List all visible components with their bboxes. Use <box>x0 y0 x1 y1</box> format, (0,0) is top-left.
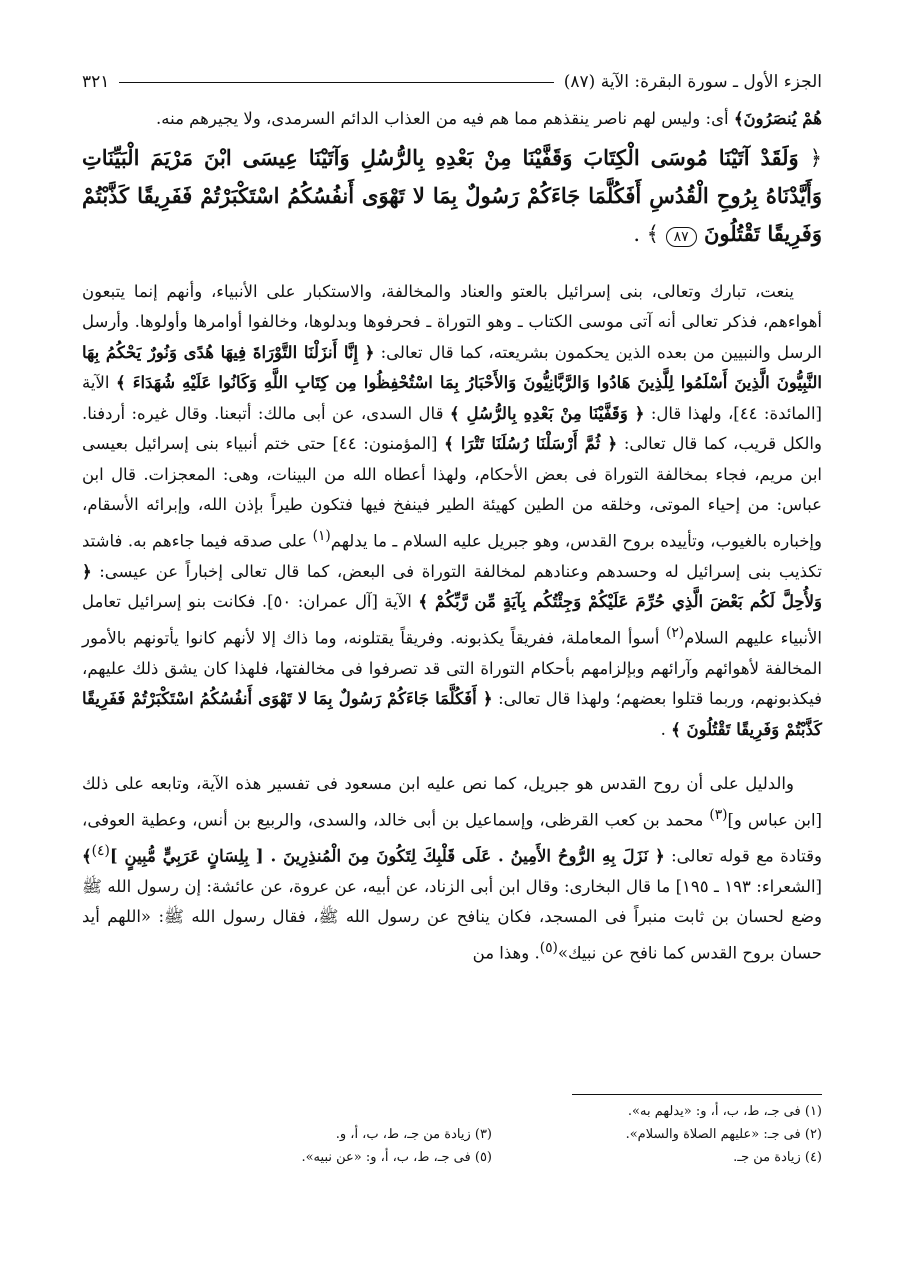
paragraph-text: ينعت، تبارك وتعالى، بنى إسرائيل بالعتو والعناد والمخالفة، والاستكبار على الأنبياء، وأنهم إنما يتبعون أهواءهم، فذكر تعالى أنه آتى موسى الكتاب ـ وهو التوراة ـ فحرفوها وبدلوها، وخالفوا أوامرها وأولوها. وأرسل الرسل والنبيين من بعده الذين يحكمون بشريعته، كما قال تعالى: <box>82 281 823 362</box>
paragraph-text: [المؤمنون: ٤٤] حتى ختم أنبياء بنى إسرائيل بعيسى ابن مريم، فجاء بمخالفة التوراة فى بعض الأحكام، ولهذا أعطاه الله من البينات، وهى: المعجزات. قال ابن عباس: من إحياء الموتى، وخلقه من الطين كهيئة الطير فينفخ فيها فتكون طيراً بإذن الله، وإبرائه الأسقام، وإخباره بالغيوب، وتأييده بروح القدس، وهو جبريل عليه السلام ـ ما يدلهم <box>82 434 822 550</box>
footnote-row <box>82 1100 822 1123</box>
paragraph-text: على صدقه فيما جاءهم به. فاشتد تكذيب بنى إسرائيل له وحسدهم وعنادهم لمخالفة التوراة فى البعض، كما قال تعالى إخباراً عن عيسى: <box>82 531 822 581</box>
footnote: (٥) فى جـ، ط، ب، أ، و: «عن نبيه». <box>301 1150 492 1165</box>
spacer <box>82 745 822 769</box>
quran-quote: ﴿ وَلأُحِلَّ لَكُم بَعْضَ الَّذِي حُرِّمَ عَلَيْكُمْ وَجِئْتُكُم بِآيَةٍ مِّن رَّبِّكُمْ ﴾ <box>82 561 822 611</box>
footnote-ref: (٢) <box>666 624 685 641</box>
footnote: (٤) زيادة من جـ. <box>733 1150 822 1165</box>
quran-quote: ﴿ نَزَلَ بِهِ الرُّوحُ الأَمِينُ . عَلَى قَلْبِكَ لِتَكُونَ مِنَ الْمُنذِرِينَ . [ بِلِسَانٍ عَرَبِيٍّ مُّبِينٍ ] <box>109 846 665 865</box>
paragraph-text: . وهذا من <box>472 943 540 962</box>
footnote-ref: (١) <box>312 527 331 544</box>
footnote-row <box>82 1146 822 1169</box>
paragraph-continued <box>82 104 822 135</box>
quran-quote: ﴿ إِنَّا أَنزَلْنَا التَّوْرَاةَ فِيهَا هُدًى وَنُورٌ يَحْكُمُ بِهَا النَّبِيُّونَ الَّذِينَ أَسْلَمُوا لِلَّذِينَ هَادُوا وَالرَّبَّانِيُّونَ وَالأَحْبَارُ بِمَا اسْتُحْفِظُوا مِن كِتَابِ اللَّهِ وَكَانُوا عَلَيْهِ شُهَدَاءَ ﴾ <box>82 342 822 392</box>
running-header <box>82 66 822 98</box>
footnote-row <box>82 1123 822 1146</box>
paragraph-text: والدليل على أن روح القدس هو جبريل، كما نص عليه ابن مسعود فى تفسير هذه الآية، وتابعه على ذلك [ابن عباس و] <box>82 774 822 829</box>
paragraph-text: الآية [المائدة: ٤٤]، ولهذا قال: <box>82 373 822 423</box>
verse-block <box>82 139 822 253</box>
paragraph-text: . <box>660 719 672 739</box>
verse-text: وَلَقَدْ آتَيْنَا مُوسَى الْكِتَابَ وَقَفَّيْنَا مِنْ بَعْدِهِ بِالرُّسُلِ وَآتَيْنَا عِيسَى ابْنَ مَرْيَمَ الْبَيِّنَاتِ وَأَيَّدْنَاهُ بِرُوحِ الْقُدُسِ أَفَكُلَّمَا جَاءَكُمْ رَسُولٌ بِمَا لا تَهْوَى أَنفُسُكُمُ اسْتَكْبَرْتُمْ فَفَرِيقًا كَذَّبْتُمْ وَفَرِيقًا تَقْتُلُونَ <box>82 144 822 246</box>
page-number: ٣٢١ <box>82 72 110 92</box>
header-rule <box>119 82 553 83</box>
paragraph-text: الآية [آل عمران: ٥٠]. فكانت بنو إسرائيل تعامل الأنبياء عليهم السلام <box>82 592 822 647</box>
footnote: (٣) زيادة من جـ، ط، ب، أ، و. <box>335 1127 492 1142</box>
paragraph-evidence <box>82 769 822 969</box>
footnote-ref: (٤) <box>91 842 110 859</box>
ornate-bracket-open: ﴿ <box>809 145 822 170</box>
quran-quote: ﴿ ثُمَّ أَرْسَلْنَا رُسُلَنَا تَتْرَا ﴾ <box>444 434 618 453</box>
footnote: (٢) فى جـ: «عليهم الصلاة والسلام». <box>625 1127 822 1142</box>
paragraph-text: [الشعراء: ١٩٣ ـ ١٩٥] ما قال البخارى: وقال ابن أبى الزناد، عن أبيه، عن عروة، عن عائشة: إن رسول الله ﷺ وضع لحسان بن ثابت منبراً فى المسجد، فكان ينافح عن رسول الله ﷺ، فقال رسول الله ﷺ: «اللهم أيد حسان بروح القدس كما نافح عن نبيك» <box>82 876 822 962</box>
footnotes <box>82 1100 822 1169</box>
header-title: الجزء الأول ـ سورة البقرة: الآية (٨٧) <box>563 72 822 92</box>
paragraph-text: أسوأ المعاملة، ففريقاً يكذبونه. وفريقاً يقتلونه، وما ذاك إلا لأنهم كانوا يأتونهم بالأمور المخالفة لأهوائهم وآرائهم وبإلزامهم بأحكام التوراة التى قد تصرفوا فى مخالفتها، فلهذا كان يشق ذلك عليهم، فيكذبونهم، وربما قتلوا بعضهم؛ ولهذا قال تعالى: <box>82 628 822 708</box>
ornate-bracket-close: ﴾ . <box>633 221 666 246</box>
paragraph-text: محمد بن كعب القرظى، وإسماعيل بن أبى خالد، والسدى، والربيع بن أنس، وعطية العوفى، وقتادة مع قوله تعالى: <box>82 810 822 865</box>
verse-number-badge: ٨٧ <box>666 227 697 247</box>
footnote-separator <box>572 1094 822 1095</box>
footnote-ref: (٣) <box>709 806 728 823</box>
quran-quote: ﴾ <box>82 846 92 865</box>
footnote: (١) فى جـ، ط، ب، أ، و: «يدلهم به». <box>627 1104 822 1119</box>
quran-quote: هُمْ يُنصَرُونَ﴾ <box>733 109 822 128</box>
paragraph-text: أى: وليس لهم ناصر ينقذهم مما هم فيه من العذاب الدائم السرمدى، ولا يجيرهم منه. <box>156 109 734 128</box>
paragraph-text: قال السدى، عن أبى مالك: أتبعنا. وقال غيره: أردفنا. والكل قريب، كما قال تعالى: <box>82 403 822 453</box>
spacer <box>82 253 822 277</box>
quran-quote: ﴿ وَقَفَّيْنَا مِنْ بَعْدِهِ بِالرُّسُلِ ﴾ <box>449 403 645 423</box>
footnote-ref: (٥) <box>539 939 558 956</box>
quran-quote: ﴿ أَفَكُلَّمَا جَاءَكُمْ رَسُولٌ بِمَا لا تَهْوَى أَنفُسُكُمُ اسْتَكْبَرْتُمْ فَفَرِيقًا كَذَّبْتُمْ وَفَرِيقًا تَقْتُلُونَ ﴾ <box>82 689 822 739</box>
paragraph-commentary <box>82 277 822 746</box>
page-body <box>82 104 822 969</box>
